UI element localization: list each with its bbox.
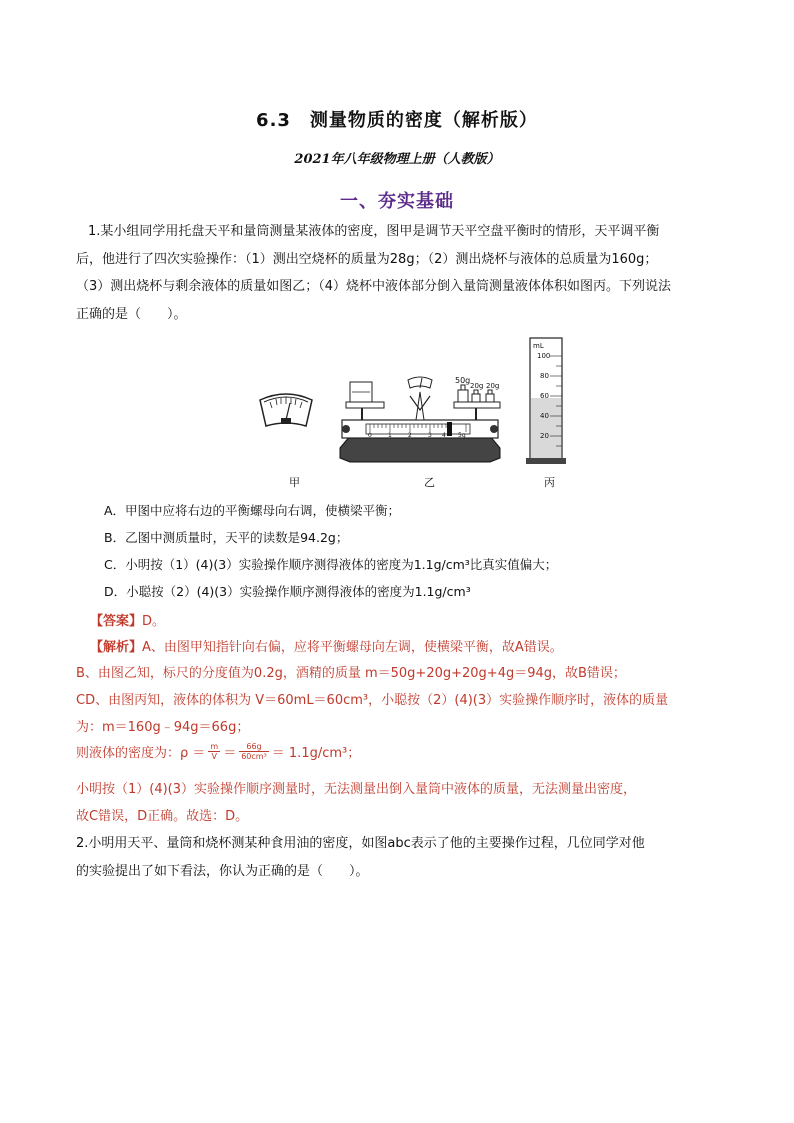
scale-tick-label: 3 [428,432,432,439]
balance-figure-svg [250,336,580,496]
weight-label-20g: 20g [486,382,500,390]
q1-answer [90,610,165,629]
q1-stem-line: 正确的是（ ）。 [76,306,187,322]
q2-stem-line [76,830,720,858]
weight-label-50g: 50g [455,376,471,385]
section-heading: 一、夯实基础 [340,191,454,212]
fraction-denominator: 60cm³ [241,752,267,761]
cylinder-tick-label: 20 [540,432,549,440]
density-fraction-values [239,742,269,761]
fraction-numerator: m [210,742,219,751]
q1-option-c: C．小明按（1）(4)(3）实验操作顺序测得液体的密度为1.1g/cm³比真实值偏大； [104,557,558,572]
q1-analysis-cd-mass: 为：m＝160g﹣94g＝66g； [76,720,250,735]
fraction-numerator: 66g [239,742,269,752]
q1-analysis-c2: 故C错误，D正确。故选：D。 [76,809,249,824]
q1-analysis-a [90,636,563,655]
figure-label-bing: 丙 [544,476,555,489]
density-suffix: ＝ 1.1g/cm³； [271,746,361,761]
scale-tick-label: 2 [408,432,412,439]
cylinder-unit-label: mL [533,342,544,350]
cylinder-tick-label: 80 [540,372,549,380]
answer-value: D。 [142,614,166,629]
q1-stem-line [76,218,718,246]
figure-label-yi: 乙 [424,476,435,489]
fraction-denominator: V [211,752,218,761]
q1-density-formula [76,742,360,761]
cylinder-tick-label: 100 [537,352,551,360]
q1-stem-text: 1.某小组同学用托盘天平和量筒测量某液体的密度，图甲是调节天平空盘平衡时的情形，天平调平衡 [88,224,660,239]
q2-stem [76,830,720,885]
analysis-a-text: A、由图甲知指针向右偏，应将平衡螺母向左调，使横梁平衡，故A错误。 [142,640,563,655]
answer-tag: 【答案】 [90,614,143,629]
q1-analysis-c1: 小明按（1）(4)(3）实验操作顺序测量时，无法测量出倒入量筒中液体的质量，无法测量出密度， [76,782,637,797]
density-fraction-mv [208,742,220,761]
q1-option-a: A．甲图中应将右边的平衡螺母向右调，使横梁平衡； [104,503,401,518]
q1-option-b: B．乙图中测质量时，天平的读数是94.2g； [104,530,349,545]
q1-stem [76,218,718,328]
figure-label-jia: 甲 [289,476,300,489]
cylinder-tick-label: 40 [540,412,549,420]
q1-figure [250,336,580,496]
q1-analysis-cd: CD、由图丙知，液体的体积为 V＝60mL＝60cm³，小聪按（2）(4)(3）实验操作顺序时，液体的质量 [76,693,669,708]
page-subtitle: 2021年八年级物理上册（人教版） [294,152,500,167]
scale-tick-label: 5g [458,432,466,439]
q2-stem-line: 的实验提出了如下看法，你认为正确的是（ ）。 [76,863,369,879]
weight-label-20g: 20g [470,382,484,390]
dial-jia [260,394,312,426]
equals-sign: ＝ [223,746,237,761]
scale-tick-label: 0 [368,432,372,439]
q1-stem-line: 后，他进行了四次实验操作：（1）测出空烧杯的质量为28g；（2）测出烧杯与液体的总质量为160g； [76,251,658,267]
q1-stem-line: （3）测出烧杯与剩余液体的质量如图乙；（4）烧杯中液体部分倒入量筒测量液体体积如图丙。下列说法 [76,279,672,294]
cylinder-tick-label: 60 [540,392,549,400]
q2-stem-text: 2.小明用天平、量筒和烧杯测某种食用油的密度，如图abc表示了他的主要操作过程，几位同学对他 [76,836,645,851]
q1-analysis-b: B、由图乙知，标尺的分度值为0.2g，酒精的质量 m＝50g+20g+20g+4g＝94g，故B错误； [76,666,626,681]
density-prefix: 则液体的密度为：ρ ＝ [76,746,206,761]
scale-tick-label: 4 [442,432,446,439]
analysis-tag: 【解析】 [90,640,143,655]
page-title: 6.3 测量物质的密度（解析版） [256,110,538,131]
scale-tick-label: 1 [388,432,392,439]
q1-option-d: D．小聪按（2）(4)(3）实验操作顺序测得液体的密度为1.1g/cm³ [104,584,471,599]
